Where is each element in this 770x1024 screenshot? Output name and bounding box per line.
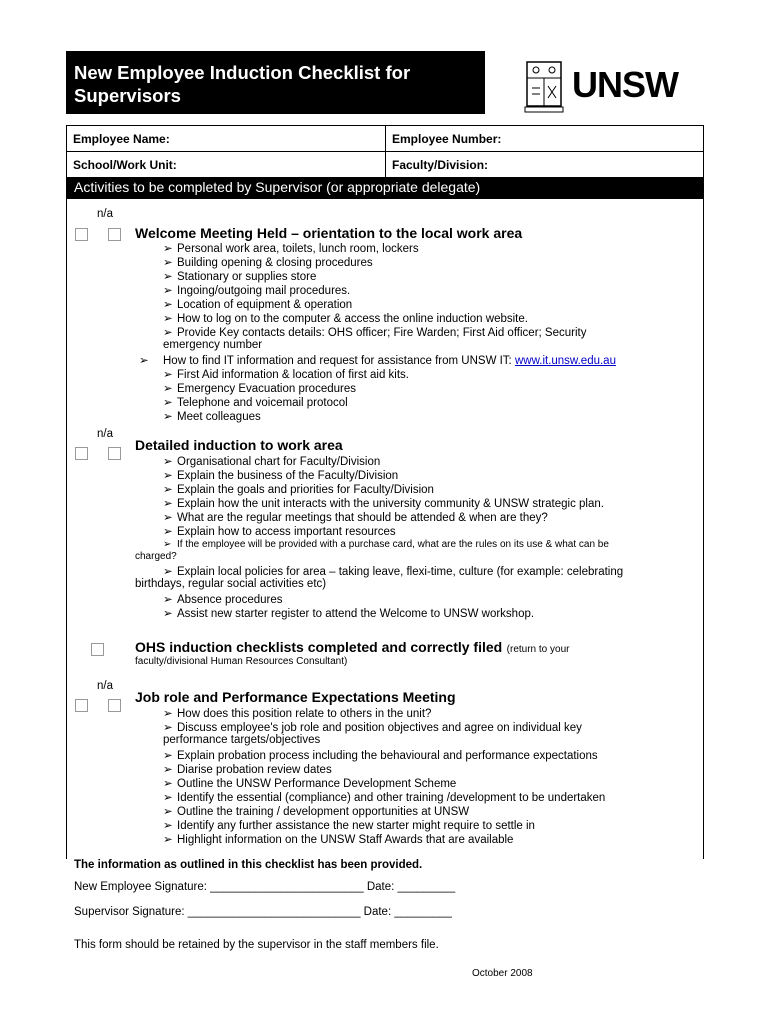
table-border (703, 125, 704, 177)
unsw-crest-icon (524, 60, 564, 114)
list-item (163, 482, 434, 496)
section-heading-row (135, 639, 569, 657)
list-item-text: Explain how to access important resources (177, 526, 396, 538)
bullet-arrow-icon: ➢ (163, 778, 173, 790)
list-item (163, 539, 609, 550)
bullet-arrow-icon: ➢ (163, 792, 173, 804)
list-item-text: Explain the business of the Faculty/Division (177, 470, 399, 482)
list-item (163, 776, 456, 790)
bullet-arrow-icon: ➢ (163, 806, 173, 818)
bullet-arrow-icon: ➢ (163, 383, 173, 395)
list-item (163, 564, 623, 578)
supervisor-signature-line[interactable]: Supervisor Signature: ___________________________ Date: _________ (74, 906, 452, 918)
list-item (163, 496, 604, 510)
bullet-arrow-icon: ➢ (163, 369, 173, 381)
list-item-text: Diarise probation review dates (177, 764, 332, 776)
bullet-arrow-icon: ➢ (163, 526, 173, 538)
list-item-text: Outline the training / development opportunities at UNSW (177, 806, 470, 818)
section-heading: Welcome Meeting Held – orientation to the local work area (135, 225, 523, 241)
section-note-continued: faculty/divisional Human Resources Consultant) (135, 656, 348, 667)
list-item-text: First Aid information & location of first aid kits. (177, 369, 410, 381)
list-item (163, 762, 332, 776)
list-item (163, 832, 513, 846)
list-item-text: Emergency Evacuation procedures (177, 383, 356, 395)
bullet-arrow-icon: ➢ (163, 327, 173, 339)
list-item-text: Explain probation process including the behavioural and performance expectations (177, 750, 598, 762)
list-item (163, 818, 535, 832)
list-item-text: Ingoing/outgoing mail procedures. (177, 285, 351, 297)
bullet-arrow-icon: ➢ (163, 397, 173, 409)
school-unit-field[interactable]: School/Work Unit: (73, 158, 177, 172)
list-item-continued: performance targets/objectives (163, 734, 321, 746)
list-item (163, 283, 350, 297)
list-item (163, 395, 348, 409)
list-item-text: How to log on to the computer & access the online induction website. (177, 313, 528, 325)
confirmation-statement: The information as outlined in this checklist has been provided. (74, 859, 423, 871)
bullet-arrow-icon: ➢ (163, 594, 173, 606)
list-item (163, 297, 352, 311)
section-title: Activities to be completed by Supervisor (or appropriate delegate) (66, 177, 704, 199)
document-date: October 2008 (472, 968, 533, 979)
list-item-text: Explain local policies for area – taking leave, flexi-time, culture (for example: celebrating (177, 566, 624, 578)
bullet-arrow-icon: ➢ (163, 834, 173, 846)
table-border (66, 125, 67, 177)
bullet-arrow-icon: ➢ (163, 484, 173, 496)
list-item-text: Telephone and voicemail protocol (177, 397, 348, 409)
list-item-text: Organisational chart for Faculty/Division (177, 456, 381, 468)
bullet-arrow-icon: ➢ (163, 285, 173, 297)
section-heading: OHS induction checklists completed and correctly filed (135, 639, 503, 655)
bullet-arrow-icon: ➢ (163, 257, 173, 269)
list-item (163, 367, 409, 381)
list-item (163, 804, 469, 818)
list-item (163, 790, 605, 804)
na-label: n/a (97, 428, 113, 440)
section-note: (return to your (506, 644, 570, 655)
bullet-arrow-icon: ➢ (163, 512, 173, 524)
done-checkbox[interactable] (75, 228, 88, 241)
list-item-text: Personal work area, toilets, lunch room, lockers (177, 243, 419, 255)
table-border (385, 125, 386, 177)
list-item-text: Meet colleagues (177, 411, 261, 423)
bullet-arrow-icon: ➢ (163, 539, 172, 550)
list-item-text: How does this position relate to others in the unit? (177, 708, 432, 720)
bullet-arrow-icon: ➢ (163, 722, 173, 734)
done-checkbox[interactable] (75, 699, 88, 712)
na-checkbox[interactable] (108, 447, 121, 460)
bullet-arrow-icon: ➢ (163, 470, 173, 482)
list-item (163, 748, 598, 762)
list-item (163, 524, 396, 538)
na-label: n/a (97, 208, 113, 220)
list-item (163, 255, 373, 269)
list-item-text: Stationary or supplies store (177, 271, 317, 283)
list-item (163, 409, 261, 423)
list-item-text: Highlight information on the UNSW Staff Awards that are available (177, 834, 514, 846)
bullet-arrow-icon: ➢ (163, 411, 173, 423)
list-item (163, 510, 548, 524)
bullet-arrow-icon: ➢ (163, 608, 173, 620)
bullet-arrow-icon: ➢ (139, 355, 149, 367)
list-item-text: Discuss employee's job role and position objectives and agree on individual key (177, 722, 582, 734)
list-item (163, 706, 431, 720)
done-checkbox[interactable] (75, 447, 88, 460)
it-link[interactable]: www.it.unsw.edu.au (514, 355, 616, 367)
bullet-arrow-icon: ➢ (163, 299, 173, 311)
list-item-text: Identify any further assistance the new starter might require to settle in (177, 820, 535, 832)
na-checkbox[interactable] (108, 228, 121, 241)
list-item-text: Building opening & closing procedures (177, 257, 373, 269)
bullet-arrow-icon: ➢ (163, 566, 173, 578)
bullet-arrow-icon: ➢ (163, 313, 173, 325)
list-item-text: Explain the goals and priorities for Faculty/Division (177, 484, 434, 496)
list-item-text: Location of equipment & operation (177, 299, 353, 311)
unsw-logo: UNSW (572, 64, 678, 105)
list-item-text: If the employee will be provided with a purchase card, what are the rules on its use & what can be (177, 539, 609, 550)
section-heading: Job role and Performance Expectations Meeting (135, 689, 456, 705)
list-item (163, 720, 582, 734)
bullet-arrow-icon: ➢ (163, 764, 173, 776)
employee-signature-line[interactable]: New Employee Signature: ________________________ Date: _________ (74, 881, 456, 893)
bullet-arrow-icon: ➢ (163, 750, 173, 762)
employee-name-field[interactable]: Employee Name: (73, 132, 170, 146)
title-line-2: Supervisors (74, 85, 181, 106)
list-item-continued: charged? (135, 551, 177, 562)
title-line-1: New Employee Induction Checklist for (74, 62, 411, 83)
frame-right (703, 199, 704, 859)
list-item (163, 311, 528, 325)
list-item (163, 454, 380, 468)
list-item (163, 269, 316, 283)
employee-number-field[interactable]: Employee Number: (392, 132, 502, 146)
bullet-arrow-icon: ➢ (163, 456, 173, 468)
list-item-text: What are the regular meetings that should be attended & when are they? (177, 512, 548, 524)
list-item (163, 592, 282, 606)
list-item-text: Identify the essential (compliance) and other training /development to be undertaken (177, 792, 606, 804)
bullet-arrow-icon: ➢ (163, 271, 173, 283)
list-item-text: Absence procedures (177, 594, 283, 606)
na-checkbox[interactable] (108, 699, 121, 712)
faculty-division-field[interactable]: Faculty/Division: (392, 158, 489, 172)
section-heading: Detailed induction to work area (135, 437, 343, 453)
list-item-continued: emergency number (163, 339, 263, 351)
list-item-text: Explain how the unit interacts with the university community & UNSW strategic plan. (177, 498, 604, 510)
retain-note: This form should be retained by the supervisor in the staff members file. (74, 939, 439, 951)
bullet-arrow-icon: ➢ (163, 708, 173, 720)
list-item (163, 381, 356, 395)
list-item (163, 241, 419, 255)
frame-left (66, 199, 67, 859)
bullet-arrow-icon: ➢ (163, 498, 173, 510)
list-item-text: Assist new starter register to attend the Welcome to UNSW workshop. (177, 608, 535, 620)
na-label: n/a (97, 680, 113, 692)
list-item-text: Provide Key contacts details: OHS officer; Fire Warden; First Aid officer; Security (177, 327, 587, 339)
list-item (139, 353, 616, 367)
list-item (163, 325, 586, 339)
document-title (66, 51, 485, 114)
bullet-arrow-icon: ➢ (163, 820, 173, 832)
list-item-text: Outline the UNSW Performance Development Scheme (177, 778, 457, 790)
list-item (163, 468, 398, 482)
bullet-arrow-icon: ➢ (163, 243, 173, 255)
list-item-continued: birthdays, regular social activities etc) (135, 578, 327, 590)
list-item (163, 606, 534, 620)
list-item-text: How to find IT information and request for assistance from UNSW IT: (163, 355, 512, 367)
done-checkbox[interactable] (91, 643, 104, 656)
